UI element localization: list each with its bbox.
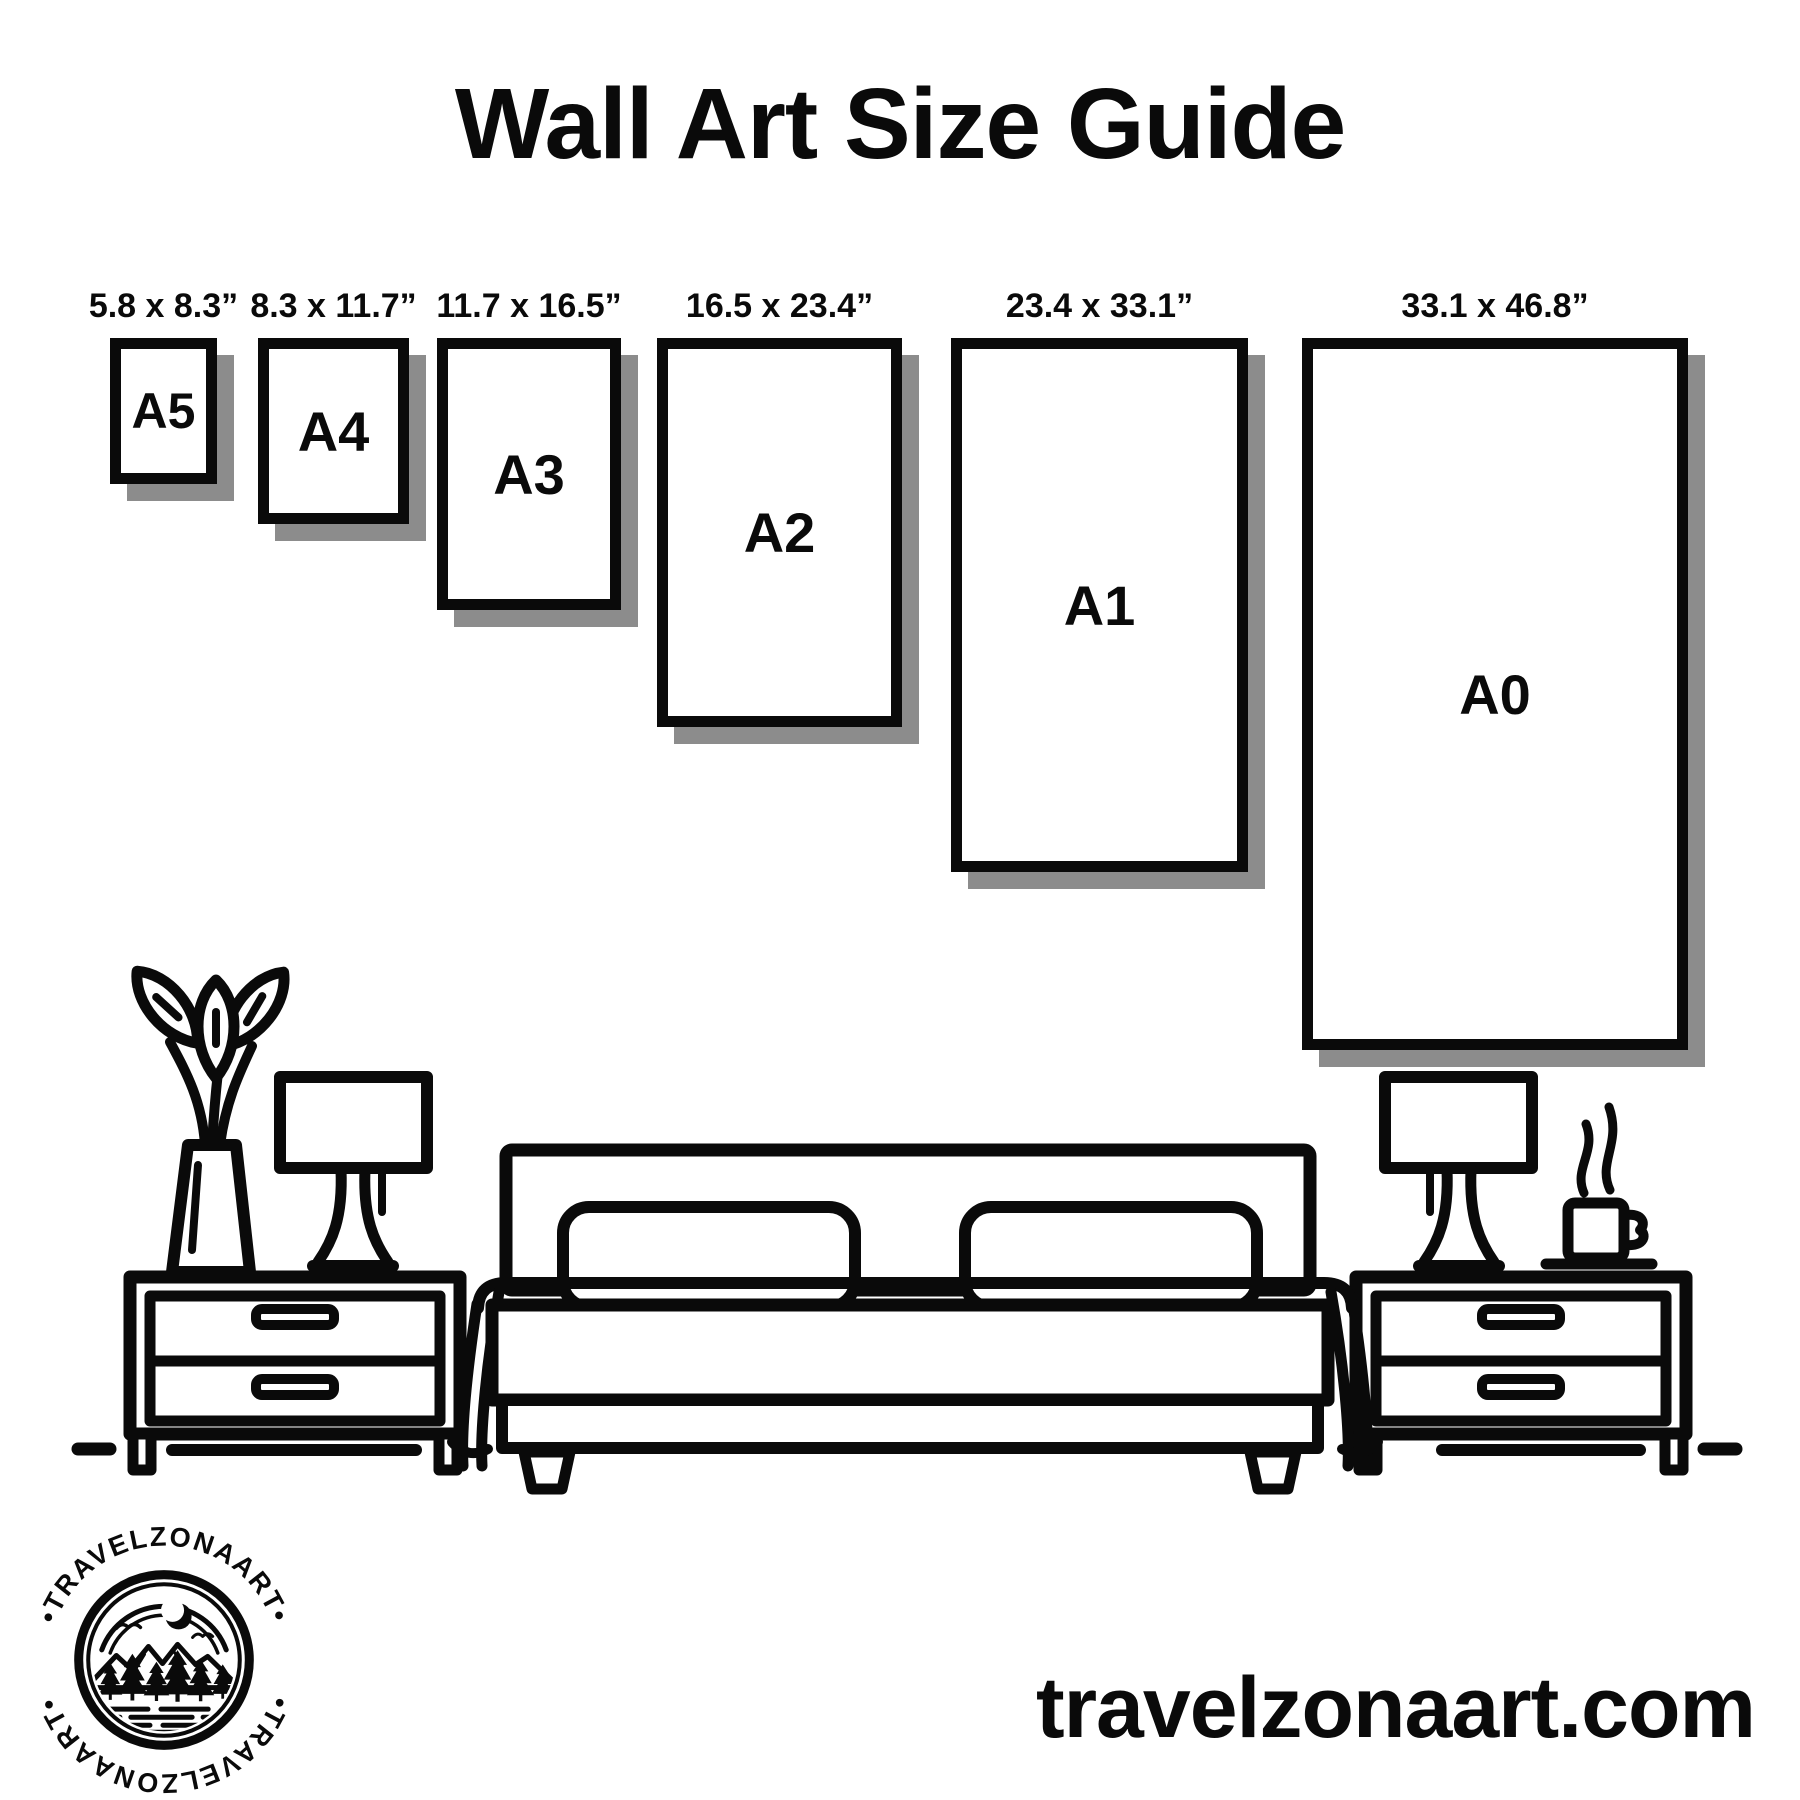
coffee-mug-icon [1546, 1107, 1652, 1264]
steam-icon [1581, 1124, 1589, 1193]
size-dimensions-label: 11.7 x 16.5” [436, 287, 622, 325]
size-code-label: A1 [1063, 573, 1136, 637]
page-title: Wall Art Size Guide [454, 68, 1346, 180]
bird-icon [116, 1624, 140, 1628]
size-code-label: A2 [743, 501, 816, 564]
size-code-label: A4 [297, 399, 370, 463]
size-code-label: A5 [131, 383, 196, 439]
paper-outline-a4 [258, 338, 409, 524]
size-card-a3 [436, 287, 622, 610]
paper-outline-a0 [1302, 338, 1688, 1050]
bed-icon [452, 1150, 1378, 1489]
size-code-label: A0 [1459, 662, 1531, 726]
nightstand-left-icon [130, 1277, 460, 1470]
size-dimensions-label: 5.8 x 8.3” [88, 287, 239, 325]
pillow-icon [563, 1207, 855, 1307]
table-lamp-right-icon [1385, 1077, 1532, 1266]
nightstand-right-icon [1356, 1277, 1686, 1470]
paper-outline-a1 [951, 338, 1248, 872]
size-dimensions-label: 33.1 x 46.8” [1401, 287, 1589, 325]
brand-logo [26, 1522, 302, 1798]
paper-outline-a3 [437, 338, 621, 610]
table-lamp-left-icon [280, 1077, 427, 1266]
size-dimensions-label: 8.3 x 11.7” [250, 287, 417, 325]
paper-outline-a5 [110, 338, 217, 484]
bedroom-illustration [0, 950, 1800, 1510]
website-url: travelzonaart.com [1035, 1660, 1755, 1756]
size-code-label: A3 [493, 442, 565, 506]
plant-vase-icon [124, 960, 297, 1272]
brand-arc-bottom-text: •TRAVELZONAART• [31, 1692, 297, 1798]
bed-leg-icon [524, 1452, 570, 1489]
size-card-a5 [88, 287, 239, 484]
size-card-a2 [657, 287, 902, 727]
size-card-a1 [951, 287, 1248, 872]
size-dimensions-label: 16.5 x 23.4” [685, 287, 874, 325]
bed-leg-icon [1250, 1452, 1296, 1489]
brand-arc-top-text: •TRAVELZONAART• [31, 1522, 297, 1628]
paper-outline-a2 [657, 338, 902, 727]
size-card-a0 [1302, 287, 1688, 1050]
pillow-icon [965, 1207, 1257, 1307]
steam-icon [1606, 1107, 1613, 1190]
size-dimensions-label: 23.4 x 33.1” [1005, 287, 1194, 325]
size-card-a4 [250, 287, 417, 524]
